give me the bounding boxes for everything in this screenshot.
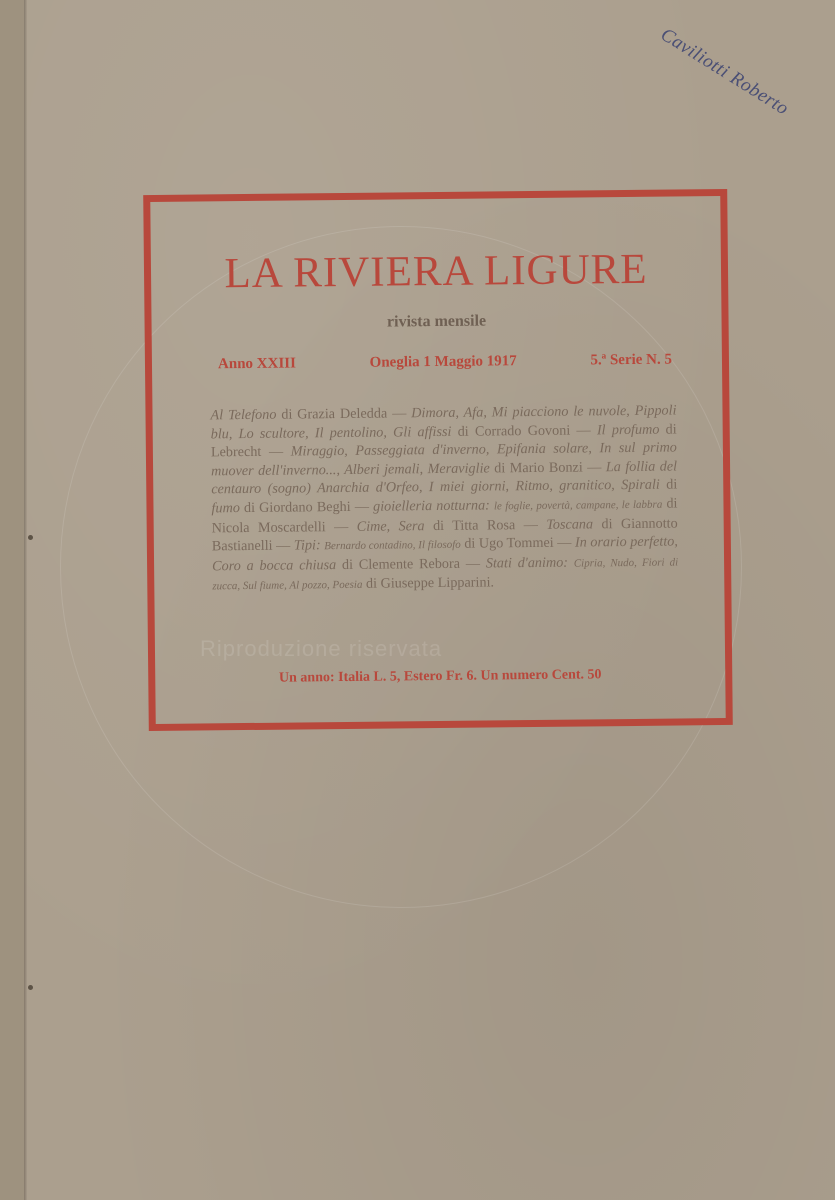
contents-author: di Giordano Beghi — [239, 498, 374, 517]
contents-author: di Nicola Moscardelli — [211, 495, 678, 536]
masthead-title: LA RIVIERA LIGURE [224, 245, 648, 298]
binding-edge [0, 0, 24, 1200]
contents-author: di Titta Rosa — [424, 516, 547, 534]
issue-year: Anno XXIII [217, 355, 297, 373]
contents-author: di Lebrecht — [210, 421, 677, 461]
contents-work: gioielleria notturna: [372, 497, 495, 515]
contents-subwork: Bernardo contadino, Il filosofo [324, 538, 461, 553]
contents-work: Cime, Sera [356, 517, 425, 535]
binding-stitch [28, 985, 33, 990]
contents-work: In orario perfetto, Coro a bocca chiusa [212, 533, 678, 575]
contents-work: Il profumo [596, 421, 660, 438]
contents-work: Al Telefono [210, 406, 277, 424]
contents-author: di Grazia Deledda — [276, 405, 412, 423]
contents-author: di Giuseppe Lipparini. [362, 574, 495, 593]
contents-connector: di [659, 476, 678, 494]
issue-series: 5.ª Serie N. 5 [590, 351, 673, 369]
cover-frame [143, 189, 733, 731]
contents-work: Dimora, Afa, Mi piacciono le nuvole, Pippoli blu, Lo scultore, Il pentolino, Gli affissi [210, 402, 677, 442]
contents-subwork: le foglie, povertà, campane, le labbra [493, 498, 663, 513]
contents-subwork: Cipria, Nudo, Fiori di zucca, Sul fiume, Al pozzo, Poesia [212, 556, 679, 593]
contents-author: di Corrado Govoni — [451, 421, 597, 440]
contents-author: di Giannotto Bastianelli — [211, 515, 678, 555]
watermark-text: Riproduzione riservata [200, 636, 443, 661]
contents-work: fumo [211, 500, 240, 517]
contents-work: Miraggio, Passeggiata d'inverno, Epifania solare, In sul primo muover dell'inverno..., Alberi jemali, Meraviglie [211, 439, 677, 480]
masthead-subtitle: rivista mensile [386, 312, 487, 331]
contents-work: Toscana [546, 515, 594, 533]
issue-line [218, 352, 672, 374]
issue-place-date: Oneglia 1 Maggio 1917 [369, 353, 517, 371]
subscription-price: Un anno: Italia L. 5, Estero Fr. 6. Un numero Cent. 50 [278, 667, 602, 686]
binding-stitch [28, 535, 33, 540]
contents-author: di Mario Bonzi — [489, 459, 606, 477]
contents-author: di Ugo Tommei — [460, 534, 576, 552]
owner-stamp: Caviliotti Roberto [656, 24, 793, 120]
table-of-contents [210, 402, 678, 597]
contents-work: Stati d'animo: [485, 554, 574, 572]
contents-author: di Clemente Rebora — [336, 555, 486, 573]
page-fold [24, 0, 27, 1200]
contents-work: Tipi: [293, 537, 325, 554]
contents-work: La follia del centauro (sogno) Anarchia d'Orfeo, I miei giorni, Ritmo, granitico, Spirali [211, 458, 678, 498]
